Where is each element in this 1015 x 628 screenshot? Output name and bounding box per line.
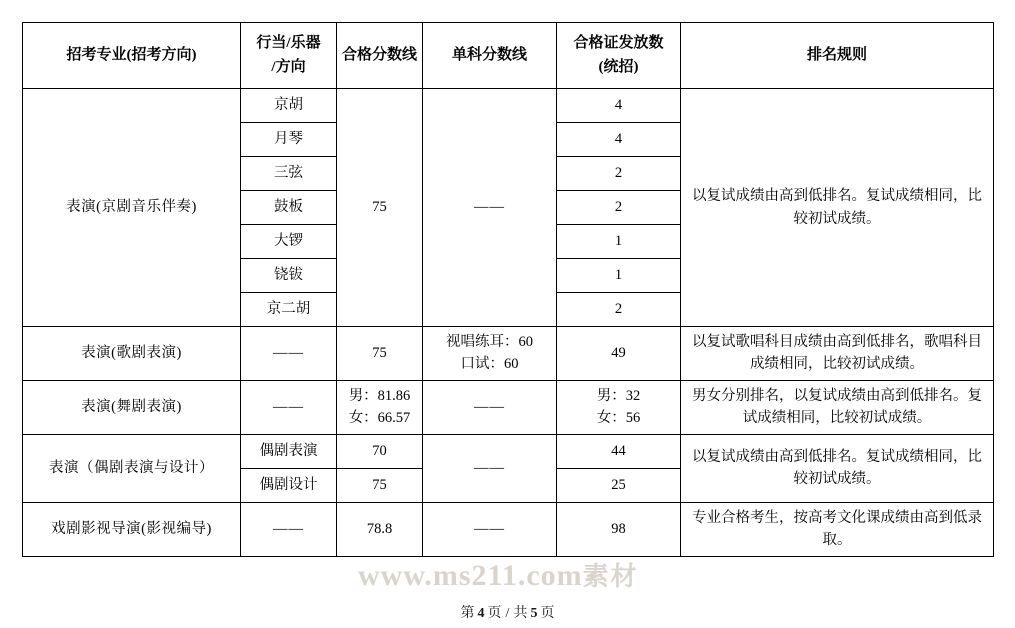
cell-cert-count — [557, 380, 681, 434]
cell-ranking-rule: 男女分别排名，以复试成绩由高到低排名。复试成绩相同，比较初试成绩。 — [681, 380, 994, 434]
cell-pass-score: 70 — [337, 434, 423, 468]
cell-cert-count: 44 — [557, 434, 681, 468]
cell-cert-count: 2 — [557, 157, 681, 191]
column-header-single-score: 单科分数线 — [423, 23, 557, 89]
cell-major: 表演(舞剧表演) — [23, 380, 241, 434]
column-header-pass-score: 合格分数线 — [337, 23, 423, 89]
page-footer — [0, 602, 1015, 622]
cell-cert-count: 4 — [557, 89, 681, 123]
cell-pass-score — [337, 380, 423, 434]
cell-major: 戏剧影视导演(影视编导) — [23, 502, 241, 556]
column-header-ranking-rule: 排名规则 — [681, 23, 994, 89]
cell-pass-score: 78.8 — [337, 502, 423, 556]
watermark — [358, 556, 639, 593]
cell-cert-count: 2 — [557, 191, 681, 225]
cell-ranking-rule: 以复试歌唱科目成绩由高到低排名，歌唱科目成绩相同，比较初试成绩。 — [681, 327, 994, 381]
cell-single-score: —— — [423, 89, 557, 327]
watermark-suffix: 素材 — [582, 562, 639, 591]
column-header-cert-line1: 合格证发放数 — [573, 35, 664, 52]
cell-cert-count: 98 — [557, 502, 681, 556]
cell-cert-count: 2 — [557, 293, 681, 327]
cell-single-score: —— — [423, 502, 557, 556]
cell-single-score-line2: 口试：60 — [460, 356, 519, 373]
table-body — [23, 89, 994, 557]
cell-role: 三弦 — [241, 157, 337, 191]
cell-major: 表演(京剧音乐伴奏) — [23, 89, 241, 327]
footer-page-unit: 页 — [487, 606, 502, 621]
table-row — [23, 434, 994, 468]
table-header — [23, 23, 994, 89]
cell-role: —— — [241, 502, 337, 556]
cell-role: 大锣 — [241, 225, 337, 259]
table-header-row — [23, 23, 994, 89]
cell-single-score — [423, 327, 557, 381]
cell-cert-count: 1 — [557, 259, 681, 293]
watermark-url: www.ms211.com — [358, 559, 583, 592]
cell-role: —— — [241, 380, 337, 434]
footer-total-prefix: 共 — [513, 606, 528, 621]
footer-separator: / — [505, 606, 510, 621]
cell-cert-count: 25 — [557, 468, 681, 502]
cell-ranking-rule: 以复试成绩由高到低排名。复试成绩相同，比较初试成绩。 — [681, 434, 994, 502]
cell-major: 表演（偶剧表演与设计） — [23, 434, 241, 502]
column-header-major: 招考专业(招考方向) — [23, 23, 241, 89]
footer-prefix: 第 — [460, 606, 475, 621]
cell-major: 表演(歌剧表演) — [23, 327, 241, 381]
admission-score-table — [22, 22, 994, 557]
cell-single-score: —— — [423, 434, 557, 502]
cell-pass-score-male: 男：81.86 — [348, 387, 411, 404]
footer-total-pages: 5 — [530, 606, 538, 621]
cell-cert-count: 49 — [557, 327, 681, 381]
cell-cert-count: 1 — [557, 225, 681, 259]
column-header-cert-count — [557, 23, 681, 89]
table-row — [23, 89, 994, 123]
cell-pass-score: 75 — [337, 468, 423, 502]
cell-pass-score: 75 — [337, 89, 423, 327]
table-row — [23, 502, 994, 556]
cell-role: 铙钹 — [241, 259, 337, 293]
cell-role: 京二胡 — [241, 293, 337, 327]
column-header-cert-line2: (统招) — [598, 58, 639, 75]
cell-ranking-rule: 以复试成绩由高到低排名。复试成绩相同，比较初试成绩。 — [681, 89, 994, 327]
column-header-role — [241, 23, 337, 89]
cell-cert-count: 4 — [557, 123, 681, 157]
cell-role: 京胡 — [241, 89, 337, 123]
table-row — [23, 327, 994, 381]
footer-total-unit: 页 — [540, 606, 555, 621]
cell-role: 偶剧表演 — [241, 434, 337, 468]
cell-single-score: —— — [423, 380, 557, 434]
cell-cert-count-male: 男：32 — [596, 387, 641, 404]
cell-role: 月琴 — [241, 123, 337, 157]
cell-cert-count-female: 女：56 — [596, 410, 641, 427]
cell-role: 偶剧设计 — [241, 468, 337, 502]
cell-pass-score: 75 — [337, 327, 423, 381]
footer-current-page: 4 — [477, 606, 485, 621]
table-row — [23, 380, 994, 434]
cell-single-score-line1: 视唱练耳：60 — [446, 334, 533, 350]
column-header-role-line2: /方向 — [271, 58, 306, 75]
cell-role: 鼓板 — [241, 191, 337, 225]
column-header-role-line1: 行当/乐器 — [256, 35, 321, 52]
cell-ranking-rule: 专业合格考生，按高考文化课成绩由高到低录取。 — [681, 502, 994, 556]
cell-pass-score-female: 女：66.57 — [348, 410, 411, 427]
cell-role: —— — [241, 327, 337, 381]
